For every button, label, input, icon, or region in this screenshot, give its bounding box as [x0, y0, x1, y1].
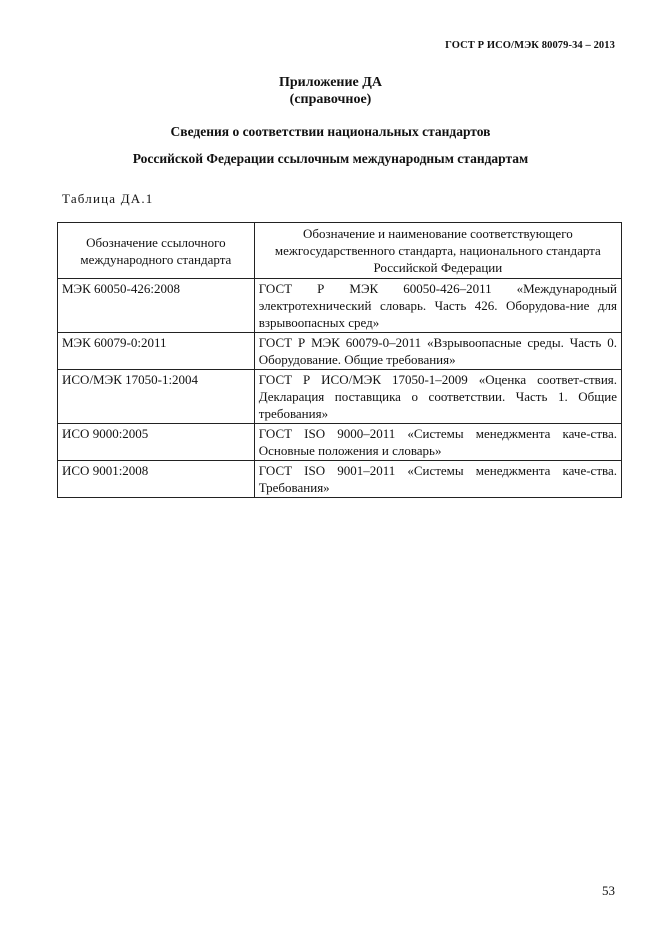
table-row — [58, 333, 622, 370]
international-standard-cell: МЭК 60079-0:2011 — [58, 333, 255, 370]
table-row — [58, 461, 622, 498]
section-title-line-2: Российской Федерации ссылочным международным стандартам — [132, 151, 529, 166]
appendix-heading — [0, 74, 661, 108]
table-row — [58, 279, 622, 333]
appendix-title: Приложение ДА — [278, 75, 383, 90]
document-code-header: ГОСТ Р ИСО/МЭК 80079-34 – 2013 — [445, 40, 615, 51]
standards-correspondence-table — [57, 222, 622, 498]
table-header-row — [58, 223, 622, 279]
national-standard-cell: ГОСТ ISO 9001–2011 «Системы менеджмента каче-ства. Требования» — [254, 461, 621, 498]
table-caption: Таблица ДА.1 — [62, 191, 154, 206]
national-standard-cell: ГОСТ Р МЭК 60050-426–2011 «Международный электротехнический словарь. Часть 426. Оборудова-ние для взрывоопасных сред» — [254, 279, 621, 333]
international-standard-cell: ИСО 9001:2008 — [58, 461, 255, 498]
international-standard-cell: ИСО 9000:2005 — [58, 424, 255, 461]
appendix-subtitle: (справочное) — [289, 92, 372, 107]
page-number: 53 — [602, 883, 615, 898]
international-standard-cell: ИСО/МЭК 17050-1:2004 — [58, 370, 255, 424]
national-standard-cell: ГОСТ Р МЭК 60079-0–2011 «Взрывоопасные среды. Часть 0. Оборудование. Общие требования» — [254, 333, 621, 370]
column-header-national: Обозначение и наименование соответствующего межгосударственного стандарта, национального стандарта Российской Федерации — [254, 223, 621, 279]
national-standard-cell: ГОСТ ISO 9000–2011 «Системы менеджмента каче-ства. Основные положения и словарь» — [254, 424, 621, 461]
table-row — [58, 370, 622, 424]
national-standard-cell: ГОСТ Р ИСО/МЭК 17050-1–2009 «Оценка соответ-ствия. Декларация поставщика о соответствии. Часть 1. Общие требования» — [254, 370, 621, 424]
table-row — [58, 424, 622, 461]
section-title-line-1: Сведения о соответствии национальных стандартов — [170, 124, 491, 139]
column-header-international: Обозначение ссылочного международного стандарта — [58, 223, 255, 279]
international-standard-cell: МЭК 60050-426:2008 — [58, 279, 255, 333]
